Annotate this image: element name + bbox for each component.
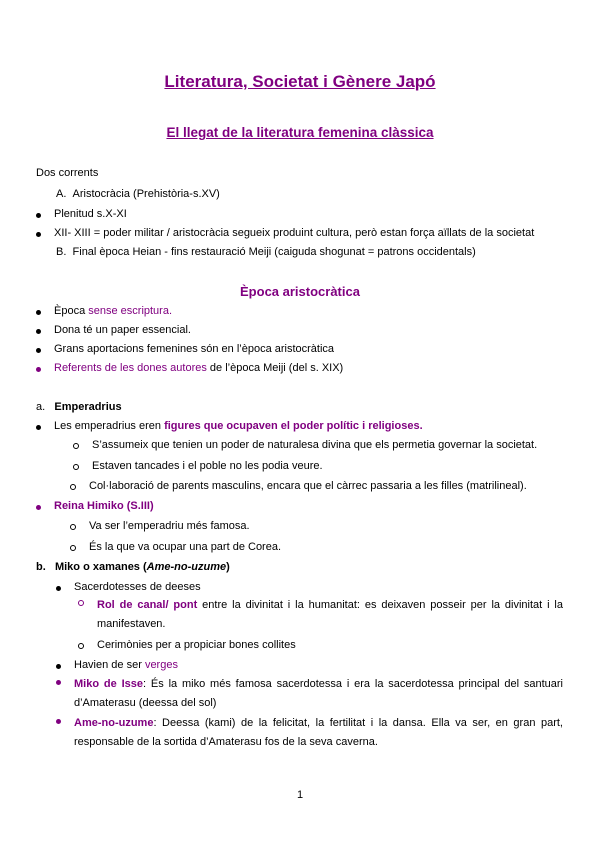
himiko-sub-2: És la que va ocupar una part de Corea. [89,541,282,553]
emperadrius-sub-3: Col·laboració de parents masculins, encara que el càrrec passaria a les filles (matrilineal). [89,480,527,492]
miko-heading-close: ) [226,561,230,573]
intro-item-b [56,246,476,258]
miko-bullet-verges [74,659,178,671]
document-title: Literatura, Societat i Gènere Japó [164,72,436,91]
miko-bullet-isse-highlight: Miko de Isse [74,678,143,690]
epoca-bullet-4-highlight: Referents de les dones autores [54,362,207,374]
epoca-bullet-4-text: de l’època Meiji (del s. XIX) [206,362,344,374]
emperadrius-title: Emperadrius [54,401,122,413]
intro-heading: Dos corrents [36,167,99,179]
emperadrius-bullet-1-highlight: figures que ocupaven el poder polític i religioses. [164,420,423,432]
emperadrius-marker: a. [36,401,46,413]
emperadrius-bullet-1 [54,420,423,432]
miko-bullet-ame-no-uzume-text: : Deessa (kami) de la felicitat, la fertilitat i la dansa. Ella va ser, en gran part, responsable de la sortida d’Amaterasu fos de la seva caverna. [74,717,563,748]
intro-item-a-marker: A. [56,188,67,200]
intro-item-a [56,188,220,200]
miko-bullet-ame-no-uzume [74,714,563,752]
emperadrius-sub-1: S’assumeix que tenien un poder de naturalesa divina que els permetia governar la societat. [92,439,538,451]
page-number: 1 [296,789,304,801]
miko-bullet-verges-text: Havien de ser [74,659,145,671]
intro-bullet-poder-militar: XII- XIII = poder militar / aristocràcia segueix produint cultura, però estan força aïllats de la societat [54,227,535,239]
miko-marker: b. [36,561,46,573]
intro-item-b-marker: B. [56,246,67,258]
miko-bullet-ame-no-uzume-highlight: Ame-no-uzume [74,717,154,729]
miko-heading-italic: Ame-no-uzume [146,561,227,573]
miko-sub-2: Cerimònies per a propiciar bones collites [97,639,296,651]
miko-bullet-verges-highlight: verges [144,659,178,671]
document-subtitle: El llegat de la literatura femenina clàssica [166,125,434,140]
miko-bullet-isse-text: : És la miko més famosa sacerdotessa i era la sacerdotessa principal del santuari d’Amaterasu (deessa del sol) [74,678,564,709]
emperadrius-sub-2: Estaven tancades i el poble no les podia veure. [92,460,323,472]
miko-sub-1-highlight: Rol de canal/ pont [97,599,198,611]
miko-bullet-isse [74,675,563,713]
intro-item-b-text: Final època Heian - fins restauració Meiji (caiguda shogunat = patrons occidentals) [72,246,476,258]
epoca-bullet-1-text: Època [54,305,89,317]
epoca-bullet-4 [54,362,343,374]
epoca-bullet-1 [54,305,172,317]
miko-bullet-1: Sacerdotesses de deeses [74,581,201,593]
miko-sub-1 [97,596,563,634]
intro-item-a-text: Aristocràcia (Prehistòria-s.XV) [72,188,220,200]
section-title: Època aristocràtica [240,284,360,299]
epoca-bullet-3: Grans aportacions femenines són en l’època aristocràtica [54,343,335,355]
emperadrius-bullet-1-text: Les emperadrius eren [54,420,165,432]
epoca-bullet-2: Dona té un paper essencial. [54,324,191,336]
epoca-bullet-1-highlight: sense escriptura. [88,305,173,317]
miko-sub-1-text: entre la divinitat i la humanitat: es deixaven posseir per la divinitat i la manifestaven. [97,599,563,630]
intro-bullet-plenitud: Plenitud s.X-XI [54,208,127,220]
himiko-bullet: Reina Himiko (S.III) [54,500,154,512]
himiko-sub-1: Va ser l’emperadriu més famosa. [89,520,250,532]
miko-heading [36,561,230,573]
emperadrius-heading [36,401,122,413]
miko-heading-text: Miko o xamanes ( [54,561,147,573]
